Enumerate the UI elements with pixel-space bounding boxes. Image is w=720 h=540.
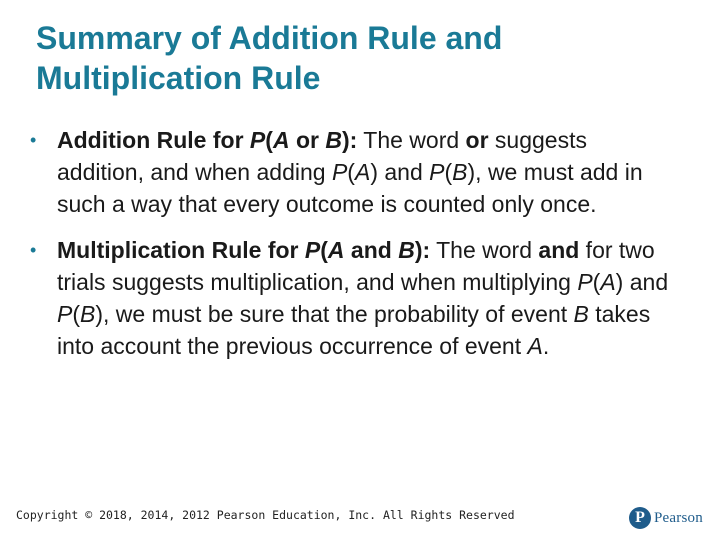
slide-title [36, 18, 676, 98]
rule-body: The word and for two trials suggests multiplication, and when multiplying P(A) and P(B), we must be sure that the probability of event B takes into account the previous occurrence of event A. [57, 237, 669, 359]
copyright-footer: Copyright © 2018, 2014, 2012 Pearson Education, Inc. All Rights Reserved [16, 508, 515, 522]
rule-heading: Multiplication Rule for P(A and B): [57, 237, 431, 263]
bullet-list [30, 124, 680, 376]
pearson-logo [629, 506, 703, 530]
rule-heading: Addition Rule for P(A or B): [57, 127, 358, 153]
pearson-wordmark: Pearson [654, 509, 703, 526]
keyword: or [465, 127, 489, 153]
bullet-marker: • [30, 130, 37, 150]
rule-body: The word or suggests addition, and when adding P(A) and P(B), we must add in such a way that every outcome is counted only once. [57, 127, 643, 217]
bullet-marker: • [30, 240, 37, 260]
slide-title-line-1: Summary of Addition Rule and [36, 20, 503, 56]
pearson-logo-icon: P [629, 507, 651, 529]
bullet-addition-rule [30, 124, 680, 220]
slide-title-line-2: Multiplication Rule [36, 60, 321, 96]
bullet-multiplication-rule [30, 234, 680, 362]
keyword: and [538, 237, 580, 263]
